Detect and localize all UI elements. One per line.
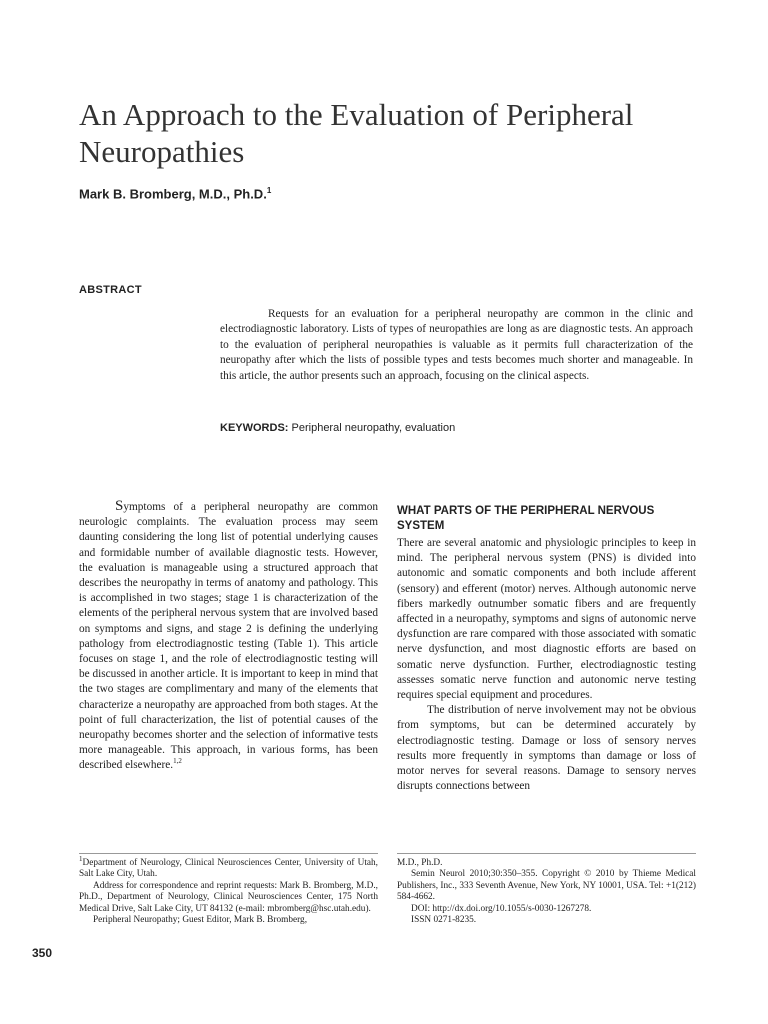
affiliation-text: Department of Neurology, Clinical Neurosciences Center, University of Utah, Salt Lake City, Utah. [79, 858, 378, 880]
issn: ISSN 0271-8235. [411, 915, 477, 926]
issue-note: Peripheral Neuropathy; Guest Editor, Mark B. Bromberg, [93, 915, 308, 926]
intro-paragraph [79, 499, 378, 774]
footnote-right [397, 858, 696, 926]
keywords-label: KEYWORDS: [220, 422, 289, 434]
article-title: An Approach to the Evaluation of Peripheral Neuropathies [79, 97, 634, 169]
footnote-divider-left [79, 853, 378, 854]
author-line [79, 186, 271, 201]
editor-degree: M.D., Ph.D. [397, 858, 443, 868]
intro-text: ymptoms of a peripheral neuropathy are common neurologic complaints. The evaluation process may seem daunting considering the long list of potential underlying causes and formidable number of available diagnostic tests. However, the evaluation is manageable using a structured approach that describes the neuropathy in terms of anatomy and pathology. This is accomplished in two stages; stage 1 is characterization of the elements of the peripheral nervous system that are involved based on symptoms and signs, and stage 2 is defining the underlying pathology from electrodiagnostic testing (Table 1). This article focuses on stage 1, and the role of electrodiagnostic testing will be discussed in another article. It is important to keep in mind that the two stages are complimentary and many of the elements that characterize a neuropathy are approached from both stages. At the point of full characterization, the list of potential causes of the neuropathy becomes shorter and the selection of informative tests more manageable. This approach, in various forms, has been described elsewhere. [79, 501, 378, 772]
abstract-body: Requests for an evaluation for a peripheral neuropathy are common in the clinic and electrodiagnostic laboratory. Lists of types of neuropathies are long as are diagnostic tests. An approach to the evaluation of peripheral neuropathies is valuable as it permits full characterization of the neuropathy after which the lists of possible types and tests becomes much shorter and manageable. In this article, the author presents such an approach, focusing on the clinical aspects. [220, 308, 693, 382]
correspondence-address: Address for correspondence and reprint requests: Mark B. Bromberg, M.D., Ph.D., Department of Neurology, Clinical Neurosciences Center, 175 North Medical Drive, Salt Lake City, UT 84132 (e-mail: mbromberg@hsc.utah.edu). [79, 880, 378, 914]
reference-marker: 1,2 [173, 757, 182, 766]
body-column-right [397, 499, 696, 794]
author-name: Mark B. Bromberg, M.D., Ph.D. [79, 186, 267, 202]
body-column-left [79, 499, 378, 774]
affiliation-note [79, 854, 378, 881]
doi-link[interactable]: DOI: http://dx.doi.org/10.1055/s-0030-1267278. [411, 903, 592, 914]
keywords-values: Peripheral neuropathy, evaluation [291, 422, 456, 434]
footnote-divider-right [397, 853, 696, 854]
abstract-text [220, 307, 693, 384]
drop-letter: S [115, 498, 124, 514]
section-paragraph-1: There are several anatomic and physiologic principles to keep in mind. The peripheral nervous system (PNS) is divided into autonomic and somatic components and both include afferent (sensory) and efferent (motor) nerves. Although autonomic nerve fibers markedly outnumber somatic fibers and are frequently affected in a neuropathy, symptoms and signs of autonomic nerve dysfunction are rare compared with those associated with somatic nerve dysfunction, and most diagnostic efforts are based on somatic nerve dysfunction. Further, electrodiagnostic testing assesses somatic nerve function and autonomic nerve testing requires special equipment and procedures. [397, 537, 696, 702]
footnote-left [79, 854, 378, 926]
affiliation-marker: 1 [79, 854, 83, 863]
keywords-line [220, 422, 455, 434]
abstract-heading: ABSTRACT [79, 284, 142, 296]
section-heading: WHAT PARTS OF THE PERIPHERAL NERVOUS SYSTEM [397, 505, 655, 532]
page-number: 350 [32, 946, 53, 960]
citation-info: Semin Neurol 2010;30:350–355. Copyright © 2010 by Thieme Medical Publishers, Inc., 333 Seventh Avenue, New York, NY 10001, USA. Tel: +1(212) 584-4662. [397, 869, 696, 903]
section-paragraph-2: The distribution of nerve involvement may not be obvious from symptoms, but can be determined accurately by electrodiagnostic testing. Damage or loss of sensory nerves results more frequently in symptoms than damage or loss of motor nerves for several reasons. Damage to sensory nerves disrupts connections between [397, 704, 696, 793]
author-affiliation-marker: 1 [266, 186, 272, 195]
